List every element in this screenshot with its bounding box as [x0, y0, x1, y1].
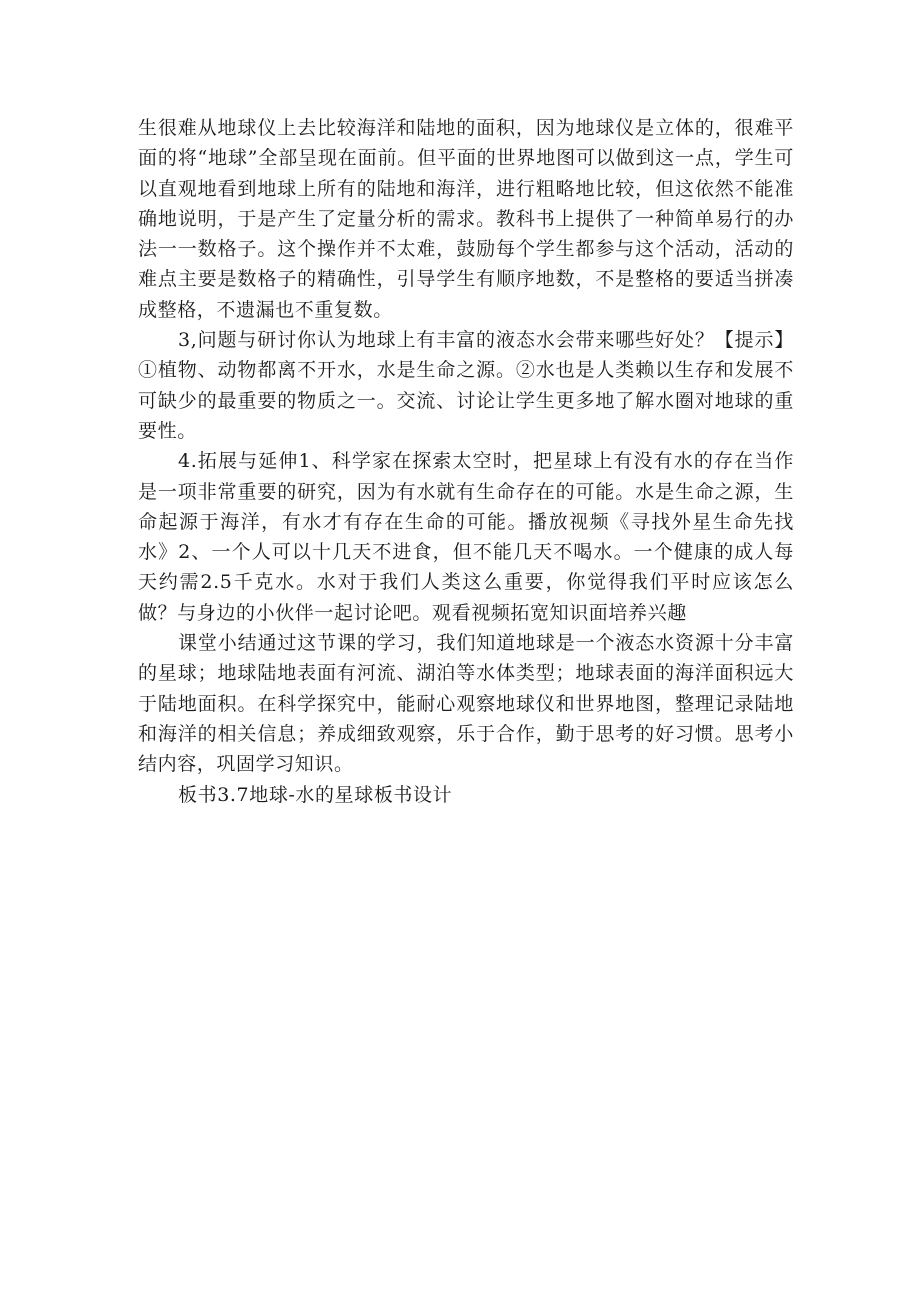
- paragraph-intro-continued: 生很难从地球仪上去比较海洋和陆地的面积，因为地球仪是立体的，很难平面的将“地球”全部呈现在面前。但平面的世界地图可以做到这一点，学生可以直观地看到地球上所有的陆地和海洋，进行粗略地比较，但这依然不能准确地说明，于是产生了定量分析的需求。教科书上提供了一种简单易行的办法一一数格子。这个操作并不太难，鼓励每个学生都参与这个活动，活动的难点主要是数格子的精确性，引导学生有顺序地数，不是整格的要适当拼凑成整格，不遗漏也不重复数。: [138, 117, 794, 321]
- document-body: [138, 113, 794, 810]
- paragraph-problem-discussion: 3,问题与研讨你认为地球上有丰富的液态水会带来哪些好处？【提示】①植物、动物都离不开水，水是生命之源。②水也是人类赖以生存和发展不可缺少的最重要的物质之一。交流、讨论让学生更多地了解水圈对地球的重要性。: [138, 329, 794, 442]
- paragraph-blackboard-design: 板书3.7地球-水的星球板书设计: [178, 783, 453, 806]
- paragraph-summary: 课堂小结通过这节课的学习，我们知道地球是一个液态水资源十分丰富的星球；地球陆地表面有河流、湖泊等水体类型；地球表面的海洋面积远大于陆地面积。在科学探究中，能耐心观察地球仪和世界地图，整理记录陆地和海洋的相关信息；养成细致观察，乐于合作，勤于思考的好习惯。思考小结内容，巩固学习知识。: [138, 632, 794, 776]
- paragraph-extension: 4.拓展与延伸1、科学家在探索太空时，把星球上有没有水的存在当作是一项非常重要的研究，因为有水就有生命存在的可能。水是生命之源，生命起源于海洋，有水才有存在生命的可能。播放视频《寻找外星生命先找水》2、一个人可以十几天不进食，但不能几天不喝水。一个健康的成人每天约需2.5千克水。水对于我们人类这么重要，你觉得我们平时应该怎么做？与身边的小伙伴一起讨论吧。观看视频拓宽知识面培养兴趣: [138, 450, 794, 624]
